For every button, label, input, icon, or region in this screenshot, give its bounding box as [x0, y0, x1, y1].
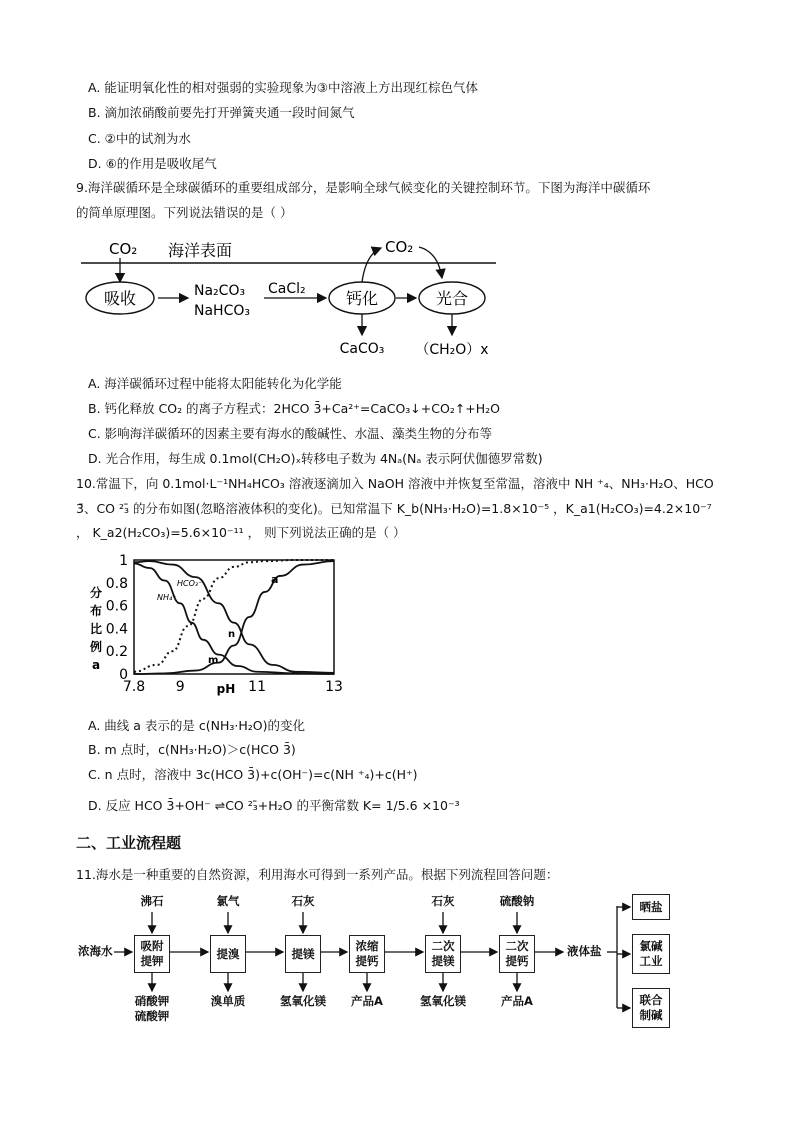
- co2-output-label: CO₂: [385, 238, 414, 256]
- carbonate-label-2: NaHCO₃: [194, 303, 250, 319]
- flow-input-2: 石灰: [291, 894, 315, 908]
- flow-input-4: 石灰: [431, 894, 455, 908]
- x-tick-label: 9: [175, 679, 185, 695]
- carbonate-label-1: Na₂CO₃: [194, 283, 246, 299]
- y-tick-label: 0.8: [105, 575, 128, 592]
- flow-step-4: 二次 提镁: [425, 935, 461, 973]
- plot-frame: [134, 560, 334, 674]
- flow-end-label: 液体盐: [567, 944, 602, 958]
- x-tick-label: 11: [248, 679, 266, 695]
- q10-stem-line1: 10.常温下，向 0.1mol·L⁻¹NH₄HCO₃ 溶液逐滴加入 NaOH 溶液中并恢复至常温，溶液中 NH ⁺₄、NH₃·H₂O、HCO: [76, 476, 714, 491]
- q10-stem-line2: 3̄、CO ²₃̄ 的分布如图(忽略溶液体积的变化)。已知常温下 K_b(NH₃·H₂O)=1.8×10⁻⁵ ，K_a1(H₂CO₃)=4.2×10⁻⁷: [76, 501, 712, 516]
- y-axis-label-4: 例: [89, 640, 103, 654]
- flow-start-label: 浓海水: [78, 944, 113, 958]
- co2-input-label: CO₂: [109, 240, 138, 258]
- y-axis-label-2: 布: [89, 604, 103, 618]
- q9-stem-line1: 9.海洋碳循环是全球碳循环的重要组成部分，是影响全球气候变化的关键控制环节。下图为海洋中碳循环: [76, 180, 651, 195]
- q10-option-a: A. 曲线 a 表示的是 c(NH₃·H₂O)的变化: [88, 718, 305, 733]
- y-tick-label: 0: [119, 667, 128, 683]
- reagent-label: CaCl₂: [268, 281, 306, 297]
- q9-option-b: B. 钙化释放 CO₂ 的离子方程式：2HCO 3̄+Ca²⁺=CaCO₃↓+CO₂↑+H₂O: [88, 401, 501, 416]
- q10-option-b: B. m 点时，c(NH₃·H₂O)＞c(HCO 3̄): [88, 742, 296, 757]
- q9-option-d: D. 光合作用，每生成 0.1mol(CH₂O)ₓ转移电子数为 4Nₐ(Nₐ 表示阿伏伽德罗常数): [88, 451, 543, 466]
- flow-step-3: 浓缩 提钙: [349, 935, 385, 973]
- y-axis-label-1: 分: [89, 586, 103, 600]
- q9-option-a: A. 海洋碳循环过程中能将太阳能转化为化学能: [88, 376, 342, 391]
- flow-input-1: 氯气: [216, 894, 240, 908]
- ocean-carbon-cycle-diagram: [76, 232, 506, 367]
- x-axis-label: pH: [216, 682, 236, 696]
- photosynthesis-label: 光合: [435, 289, 469, 308]
- flow-product-2: 联合 制碱: [632, 988, 670, 1028]
- y-axis-label-5: a: [91, 658, 101, 672]
- distribution-chart: [80, 553, 350, 698]
- q11-stem: 11.海水是一种重要的自然资源，利用海水可得到一系列产品。根据下列流程回答问题：: [76, 867, 559, 882]
- x-tick-label: 13: [325, 679, 343, 695]
- calcify-label: 钙化: [345, 289, 379, 308]
- section-title: 二、工业流程题: [76, 834, 182, 852]
- point-m-label: m: [208, 655, 219, 666]
- flow-output-0: 硝酸钾 硫酸钾: [134, 994, 170, 1023]
- q8-option-c: C. ②中的试剂为水: [88, 131, 191, 146]
- flow-output-3: 产品A: [351, 994, 383, 1008]
- y-axis-label-3: 比: [89, 622, 103, 636]
- organic-label: （CH₂O）x: [415, 342, 489, 358]
- flow-input-5: 硫酸钠: [499, 894, 535, 908]
- y-tick-label: 0.4: [105, 621, 128, 638]
- curve-a-label: a: [271, 573, 279, 586]
- absorb-label: 吸收: [103, 289, 137, 308]
- flow-step-1: 提溴: [210, 935, 246, 973]
- q9-option-c: C. 影响海洋碳循环的因素主要有海水的酸碱性、水温、藻类生物的分布等: [88, 426, 493, 441]
- y-tick-label: 1: [119, 553, 128, 569]
- x-tick-label: 7.8: [122, 679, 146, 695]
- y-tick-label: 0.2: [105, 644, 128, 661]
- flow-output-2: 氢氧化镁: [280, 994, 326, 1008]
- q10-stem-line3: ， K_a2(H₂CO₃)=5.6×10⁻¹¹ ， 则下列说法正确的是（ ）: [76, 525, 406, 540]
- flow-output-5: 产品A: [501, 994, 533, 1008]
- flow-product-0: 晒盐: [632, 894, 670, 920]
- flow-step-0: 吸附 提钾: [134, 935, 170, 973]
- series-label-nh4: NH₄⁺: [157, 593, 177, 602]
- flow-input-0: 沸石: [140, 894, 164, 908]
- caco3-label: CaCO₃: [339, 341, 385, 357]
- seawater-process-flowchart: [70, 890, 710, 1040]
- q8-option-a: A. 能证明氧化性的相对强弱的实验现象为③中溶液上方出现红棕色气体: [88, 80, 478, 95]
- flow-step-5: 二次 提钙: [499, 935, 535, 973]
- q9-stem-line2: 的简单原理图。下列说法错误的是（ ）: [76, 205, 293, 220]
- q10-option-d: D. 反应 HCO 3̄+OH⁻ ⇌CO ²₃̄+H₂O 的平衡常数 K= 1/5.6 ×10⁻³: [88, 798, 460, 813]
- q8-option-d: D. ⑥的作用是吸收尾气: [88, 156, 217, 171]
- y-tick-label: 0.6: [105, 598, 128, 615]
- q10-option-c: C. n 点时，溶液中 3c(HCO 3̄)+c(OH⁻)=c(NH ⁺₄)+c(H⁺): [88, 767, 418, 782]
- flow-output-4: 氢氧化镁: [420, 994, 466, 1008]
- q8-option-b: B. 滴加浓硝酸前要先打开弹簧夹通一段时间氮气: [88, 105, 355, 120]
- ocean-surface-label: 海洋表面: [168, 241, 233, 260]
- point-n-label: n: [228, 629, 236, 640]
- flow-product-1: 氯碱 工业: [632, 934, 670, 974]
- series-label-hco3: HCO₃⁻: [177, 579, 203, 588]
- flow-step-2: 提镁: [285, 935, 321, 973]
- flow-output-1: 溴单质: [210, 994, 246, 1008]
